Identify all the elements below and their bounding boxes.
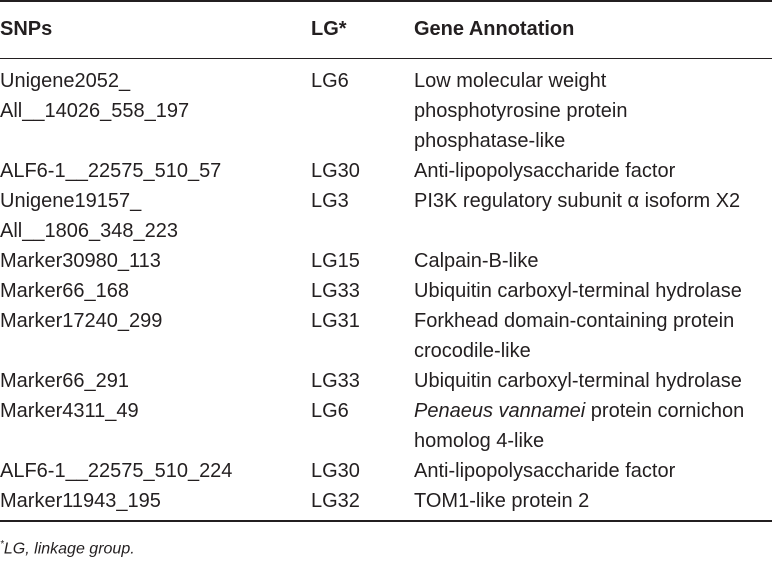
annotation-cell: homolog 4-like <box>414 430 545 452</box>
table-footnote <box>0 535 135 559</box>
annotation-cell: Anti-lipopolysaccharide factor <box>414 160 676 182</box>
annotation-cell: TOM1-like protein 2 <box>414 490 590 512</box>
lg-cell: LG15 <box>311 250 360 272</box>
annotation-cell: PI3K regulatory subunit α isoform X2 <box>414 190 741 212</box>
top-rule <box>0 0 772 2</box>
lg-cell: LG30 <box>311 460 360 482</box>
snp-cell: Marker11943_195 <box>0 490 161 512</box>
lg-cell: LG33 <box>311 280 360 302</box>
annotation-text: protein cornichon <box>585 400 745 422</box>
snp-cell: Unigene2052_ <box>0 70 131 92</box>
snp-cell: All__1806_348_223 <box>0 220 178 242</box>
species-name: Penaeus vannamei <box>414 400 586 422</box>
lg-cell: LG30 <box>311 160 360 182</box>
annotation-cell: Ubiquitin carboxyl-terminal hydrolase <box>414 280 742 302</box>
annotation-cell: phosphotyrosine protein <box>414 100 628 122</box>
annotation-cell: Forkhead domain-containing protein <box>414 310 735 332</box>
footnote-mark: * <box>0 539 4 550</box>
snp-cell: ALF6-1__22575_510_224 <box>0 460 233 482</box>
snp-cell: ALF6-1__22575_510_57 <box>0 160 222 182</box>
annotation-cell: Calpain-B-like <box>414 250 539 272</box>
bottom-rule <box>0 520 772 522</box>
annotation-cell <box>414 396 744 426</box>
header-snps: SNPs <box>0 18 53 40</box>
snp-cell: Marker66_168 <box>0 280 129 302</box>
lg-cell: LG6 <box>311 400 349 422</box>
annotation-cell: Anti-lipopolysaccharide factor <box>414 460 676 482</box>
lg-cell: LG31 <box>311 310 360 332</box>
annotation-cell: Ubiquitin carboxyl-terminal hydrolase <box>414 370 742 392</box>
annotation-cell: phosphatase-like <box>414 130 566 152</box>
snp-cell: Marker4311_49 <box>0 400 139 422</box>
lg-cell: LG32 <box>311 490 360 512</box>
lg-cell: LG3 <box>311 190 349 212</box>
snp-cell: Marker66_291 <box>0 370 129 392</box>
header-rule <box>0 58 772 59</box>
snp-cell: Unigene19157_ <box>0 190 142 212</box>
header-gene-annotation: Gene Annotation <box>414 18 575 40</box>
header-lg: LG* <box>311 18 347 40</box>
snp-cell: Marker30980_113 <box>0 250 161 272</box>
lg-cell: LG6 <box>311 70 349 92</box>
annotation-cell: crocodile-like <box>414 340 531 362</box>
annotation-cell: Low molecular weight <box>414 70 607 92</box>
footnote-text: LG, linkage group. <box>3 540 135 558</box>
snp-cell: All__14026_558_197 <box>0 100 190 122</box>
lg-cell: LG33 <box>311 370 360 392</box>
snp-cell: Marker17240_299 <box>0 310 163 332</box>
